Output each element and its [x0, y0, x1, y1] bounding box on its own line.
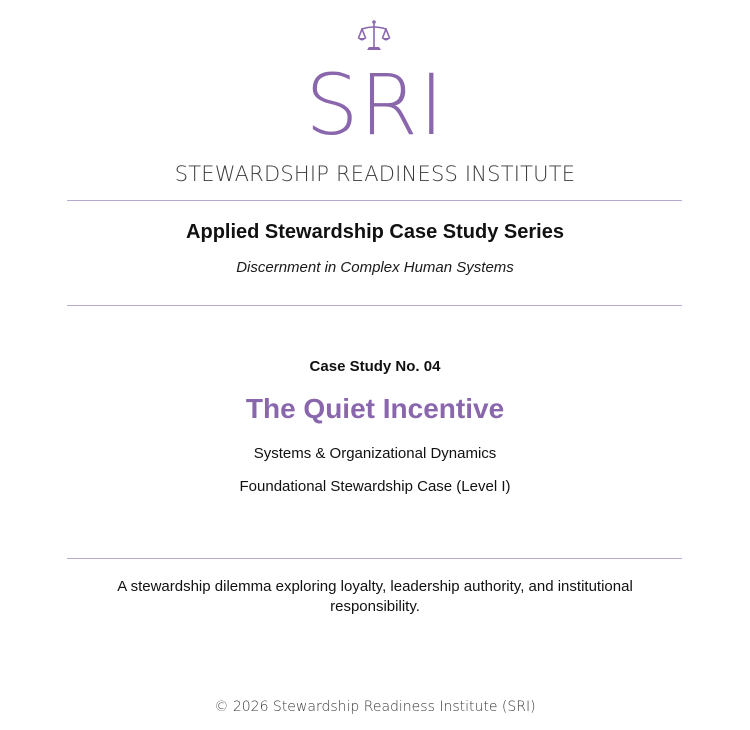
brand-acronym: SRI: [305, 56, 445, 154]
divider-middle: [67, 305, 682, 306]
series-subtitle: Discernment in Complex Human Systems: [236, 259, 514, 276]
divider-bottom: [67, 558, 682, 559]
case-title: The Quiet Incentive: [245, 393, 505, 424]
case-number: Case Study No. 04: [309, 358, 441, 375]
case-description: A stewardship dilemma exploring loyalty, leadership authority, and institutional responsibility.: [117, 578, 633, 615]
case-domain: Systems & Organizational Dynamics: [253, 445, 497, 462]
copyright-notice: © 2026 Stewardship Readiness Institute (SRI): [214, 699, 536, 715]
scales-of-justice-icon: [356, 18, 392, 54]
series-title: Applied Stewardship Case Study Series: [186, 221, 564, 243]
divider-top: [67, 200, 682, 201]
case-level: Foundational Stewardship Case (Level I): [239, 478, 511, 495]
organization-name: STEWARDSHIP READINESS INSTITUTE: [174, 162, 576, 186]
